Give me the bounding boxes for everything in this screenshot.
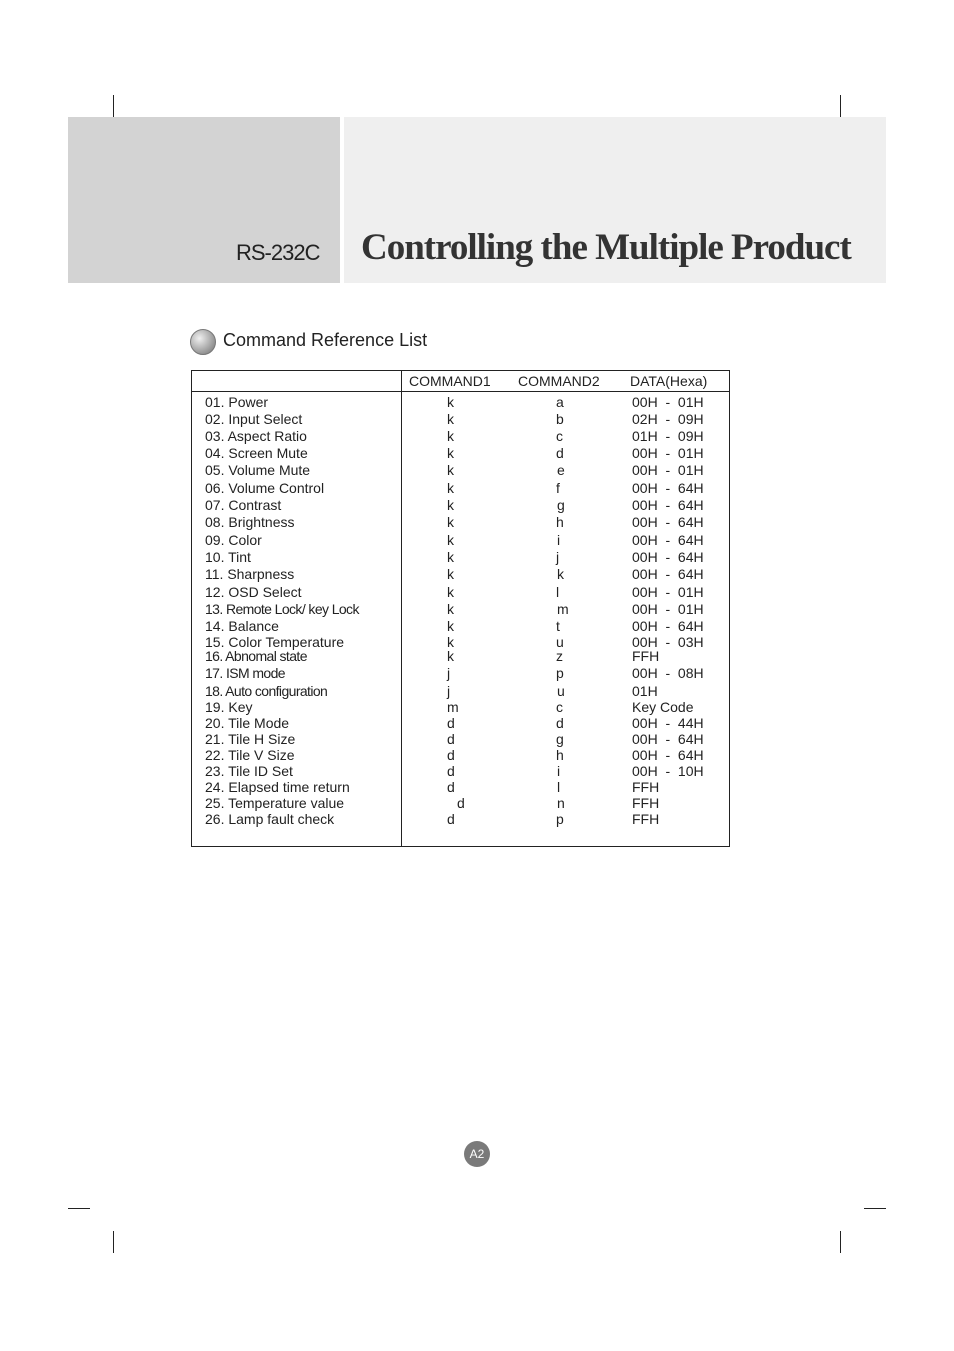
section-label: RS-232C <box>236 240 320 265</box>
data-hexa-value: 00H - 01H <box>632 394 704 410</box>
data-hexa-value: FFH <box>632 779 660 795</box>
subheading: Command Reference List <box>223 330 428 350</box>
data-hexa-value: FFH <box>632 795 660 811</box>
data-hexa-value: 00H - 03H <box>632 634 704 650</box>
command-name: 10. Tint <box>205 549 251 565</box>
command2-value: b <box>556 411 564 427</box>
data-hexa-value: Key Code <box>632 699 694 715</box>
command1-value: k <box>447 618 454 634</box>
command-name: 26. Lamp fault check <box>205 811 335 827</box>
command-name: 02. Input Select <box>205 411 303 427</box>
command2-value: k <box>557 566 564 582</box>
command1-value: k <box>447 532 454 548</box>
command-name: 08. Brightness <box>205 514 295 530</box>
command2-value: m <box>557 601 569 617</box>
command-name: 22. Tile V Size <box>205 747 295 763</box>
command2-value: c <box>556 699 563 715</box>
data-hexa-value: 00H - 08H <box>632 665 704 681</box>
command1-value: d <box>447 811 455 827</box>
data-hexa-value: 00H - 10H <box>632 763 704 779</box>
command2-value: n <box>557 795 565 811</box>
crop-mark <box>113 1231 114 1253</box>
command1-value: k <box>447 566 454 582</box>
crop-mark <box>113 95 114 117</box>
data-hexa-value: 00H - 44H <box>632 715 704 731</box>
command1-value: k <box>447 634 454 650</box>
data-hexa-value: 00H - 01H <box>632 445 704 461</box>
column-header-command2: COMMAND2 <box>518 373 600 389</box>
command-name: 18. Auto configuration <box>205 683 328 699</box>
command-name: 05. Volume Mute <box>205 462 311 478</box>
command1-value: k <box>447 549 454 565</box>
command-name: 21. Tile H Size <box>205 731 296 747</box>
command2-value: u <box>556 634 564 650</box>
data-hexa-value: 00H - 64H <box>632 618 704 634</box>
command-name: 24. Elapsed time return <box>205 779 350 795</box>
crop-mark <box>840 95 841 117</box>
data-hexa-value: 00H - 64H <box>632 532 704 548</box>
data-hexa-value: 00H - 64H <box>632 566 704 582</box>
command1-value: k <box>447 462 454 478</box>
command2-value: i <box>557 763 561 779</box>
table-divider <box>401 370 402 847</box>
command1-value: j <box>447 683 451 699</box>
command1-value: k <box>447 601 454 617</box>
command-name: 15. Color Temperature <box>205 634 345 650</box>
command1-value: k <box>447 428 454 444</box>
data-hexa-value: 01H <box>632 683 658 699</box>
column-header-data: DATA(Hexa) <box>630 373 708 389</box>
command2-value: f <box>556 480 560 496</box>
command1-value: k <box>447 648 454 664</box>
command2-value: e <box>557 462 565 478</box>
command-name: 20. Tile Mode <box>205 715 290 731</box>
command-name: 11. Sharpness <box>205 566 295 582</box>
command1-value: d <box>457 795 465 811</box>
command2-value: j <box>556 549 560 565</box>
data-hexa-value: 00H - 01H <box>632 601 704 617</box>
crop-mark <box>840 1231 841 1253</box>
command2-value: l <box>556 584 560 600</box>
command2-value: g <box>556 731 564 747</box>
command-name: 03. Aspect Ratio <box>205 428 307 444</box>
command2-value: d <box>556 445 564 461</box>
command-name: 06. Volume Control <box>205 480 325 496</box>
command-name: 25. Temperature value <box>205 795 345 811</box>
command-name: 07. Contrast <box>205 497 282 513</box>
command2-value: g <box>557 497 565 513</box>
command1-value: j <box>447 665 451 681</box>
crop-mark <box>864 1208 886 1209</box>
command-name: 13. Remote Lock/ key Lock <box>205 601 359 617</box>
command1-value: k <box>447 514 454 530</box>
command2-value: p <box>556 665 564 681</box>
command1-value: d <box>447 715 455 731</box>
data-hexa-value: 00H - 01H <box>632 462 704 478</box>
command-name: 16. Abnomal state <box>205 648 307 664</box>
command2-value: u <box>557 683 565 699</box>
command1-value: d <box>447 779 455 795</box>
page-title: Controlling the Multiple Product <box>361 227 851 268</box>
command-name: 14. Balance <box>205 618 279 634</box>
command2-value: z <box>556 648 563 664</box>
data-hexa-value: 00H - 64H <box>632 549 704 565</box>
command2-value: t <box>556 618 560 634</box>
data-hexa-value: 00H - 64H <box>632 747 704 763</box>
command-name: 12. OSD Select <box>205 584 302 600</box>
command1-value: k <box>447 480 454 496</box>
column-header-command1: COMMAND1 <box>409 373 491 389</box>
page-number-badge: A2 <box>464 1141 490 1167</box>
command2-value: i <box>557 532 561 548</box>
command-name: 04. Screen Mute <box>205 445 308 461</box>
command2-value: d <box>556 715 564 731</box>
data-hexa-value: 00H - 64H <box>632 731 704 747</box>
command1-value: k <box>447 584 454 600</box>
command2-value: h <box>556 514 564 530</box>
command1-value: d <box>447 731 455 747</box>
data-hexa-value: 00H - 64H <box>632 480 704 496</box>
command-name: 09. Color <box>205 532 262 548</box>
command1-value: d <box>447 747 455 763</box>
command2-value: p <box>556 811 564 827</box>
data-hexa-value: FFH <box>632 648 660 664</box>
data-hexa-value: FFH <box>632 811 660 827</box>
command2-value: h <box>556 747 564 763</box>
data-hexa-value: 00H - 64H <box>632 514 704 530</box>
command1-value: k <box>447 411 454 427</box>
command-name: 01. Power <box>205 394 269 410</box>
command2-value: a <box>556 394 564 410</box>
data-hexa-value: 00H - 64H <box>632 497 704 513</box>
crop-mark <box>68 1208 90 1209</box>
command-name: 23. Tile ID Set <box>205 763 293 779</box>
command1-value: d <box>447 763 455 779</box>
command-name: 19. Key <box>205 699 253 715</box>
command1-value: k <box>447 394 454 410</box>
bullet-icon <box>190 329 216 355</box>
command2-value: l <box>557 779 561 795</box>
data-hexa-value: 02H - 09H <box>632 411 704 427</box>
command1-value: m <box>447 699 459 715</box>
command1-value: k <box>447 445 454 461</box>
table-divider <box>191 391 730 392</box>
command2-value: c <box>556 428 563 444</box>
command1-value: k <box>447 497 454 513</box>
command-name: 17. ISM mode <box>205 665 285 681</box>
data-hexa-value: 01H - 09H <box>632 428 704 444</box>
data-hexa-value: 00H - 01H <box>632 584 704 600</box>
